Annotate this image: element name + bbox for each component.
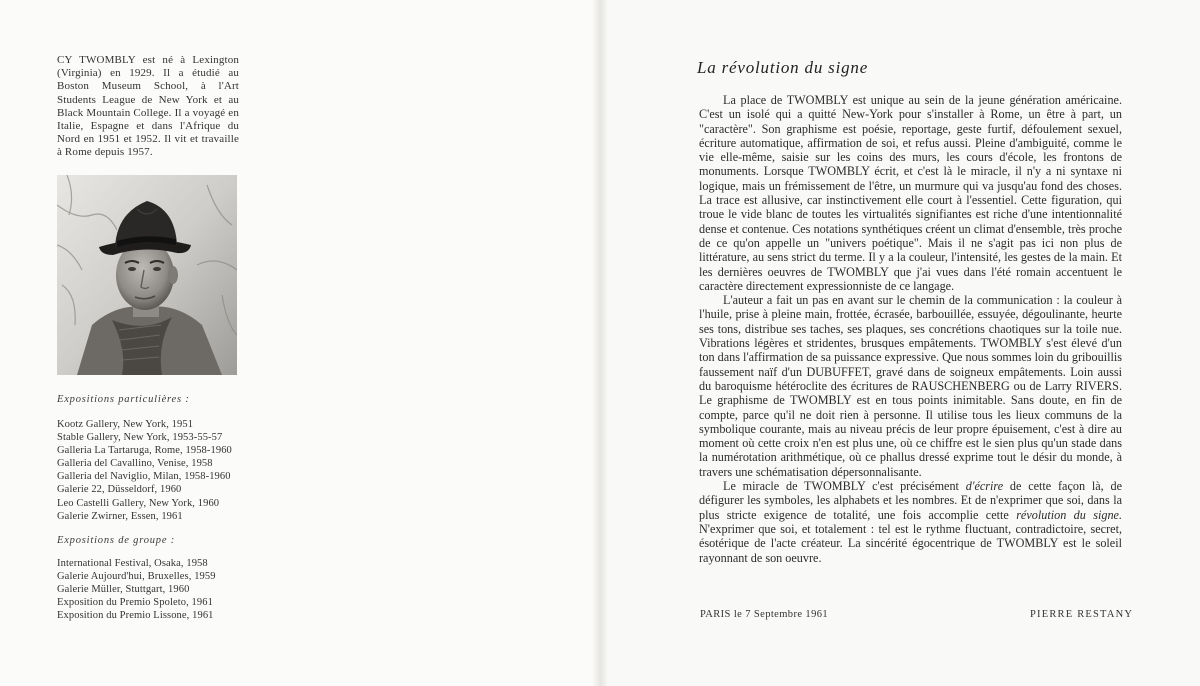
list-item: Exposition du Premio Spoleto, 1961 xyxy=(57,597,213,609)
group-exhibitions-heading: Expositions de groupe : xyxy=(57,535,176,546)
place-and-date: PARIS le 7 Septembre 1961 xyxy=(700,609,829,620)
list-item: Leo Castelli Gallery, New York, 1960 xyxy=(57,497,220,509)
list-item: Galleria del Naviglio, Milan, 1958-1960 xyxy=(57,471,231,483)
list-item: Galleria del Cavallino, Venise, 1958 xyxy=(57,458,213,470)
solo-exhibitions-heading: Expositions particulières : xyxy=(57,394,190,405)
essay-text: N'exprimer que soi, et totalement : tel est le rythme fluctuant, contradictoire, secret, ésotérique de l'acte créateur. La sincérité égocentrique de TWOMBLY est le soleil rayonnant de son oeuvre. xyxy=(699,521,1122,565)
essay-paragraph: L'auteur a fait un pas en avant sur le chemin de la communication : la couleur à l'huile, prise à pleine main, frottée, écrasée, barbouillée, essuyée, dégoulinante, heurte ses tons, distribue ses taches, ses plaques, ses concrétions chaotiques sur la toile nue. Vibrations légères et stridentes, brusques empâtements. TWOMBLY s'est élevé d'un ton dans l'affirmation de sa puissance expressive. Que nous sommes loin du gribouillis faussement naïf d'un DUBUFFET, gravé dans de soigneux empâtements. Loin aussi du baroquisme hétéroclite des écritures de RAUSCHENBERG ou de Larry RIVERS. Le graphisme de TWOMBLY est en tous points inimitable. Sans doute, en fin de compte, parce qu'il ne doit rien à personne. Il utilise tous les lieux communs de la symbolique courante, mais au niveau précis de leur propre épuisement, c'est à dire au moment où cette croix n'en est plus une, où ce chiffre est le sien plus qu'un stade dans la numérotation arithmétique, où ce phallus dressé exprime tout le désir du monde, à travers une schématisation dépersonnalisante. xyxy=(699,293,1122,479)
essay-paragraph xyxy=(699,479,1122,565)
essay-emphasis: révolution du signe. xyxy=(1016,507,1123,522)
essay-emphasis: d'écrire xyxy=(965,479,1004,494)
list-item: Galerie Müller, Stuttgart, 1960 xyxy=(57,584,190,596)
essay-title: La révolution du signe xyxy=(697,58,869,77)
list-item: Stable Gallery, New York, 1953-55-57 xyxy=(57,432,223,444)
essay-paragraph: La place de TWOMBLY est unique au sein de la jeune génération américaine. C'est un isolé qui a quitté New-York pour s'installer à Rome, un être à part, un "caractère". Son graphisme est poésie, reportage, geste furtif, défoulement sexuel, écriture automatique, affirmation de soi, et refus aussi. Pleine d'ambiguité, comme le vie elle-même, saisie sur les coins des murs, les cours d'école, les frontons de monuments. Lorsque TWOMBLY écrit, et c'est là le miracle, il n'y a ni syntaxe ni logique, mais un frémissement de l'être, un murmure qui va jusqu'au fond des choses. La trace est allusive, car instinctivement elle court à l'essentiel. Cette figuration, qui troue le vide blanc de toutes les virtualités signifiantes est riche d'une intentionnalité dense et contenue. Ces notations synthétiques créent un climat d'ensemble, très proche de ce qu'on appelle un "univers poétique". Mais il ne s'agit pas ici non plus de littérature, au sens strict du terme. Il y a la couleur, l'intensité, les gestes de la main. Et les dernières oeuvres de TWOMBLY que j'ai vues dans l'été romain accentuent le caractère directement expressionniste de ce langage. xyxy=(699,93,1122,293)
author-signature: PIERRE RESTANY xyxy=(1030,609,1134,620)
essay-body xyxy=(699,93,1122,565)
list-item: International Festival, Osaka, 1958 xyxy=(57,558,208,569)
list-item: Kootz Gallery, New York, 1951 xyxy=(57,419,194,430)
page-gutter xyxy=(592,0,608,686)
essay-text: Le miracle de TWOMBLY c'est précisément xyxy=(723,479,966,494)
list-item: Galleria La Tartaruga, Rome, 1958-1960 xyxy=(57,445,232,457)
essay-text: de cette façon là, de défigurer les symboles, les alphabets et les nombres. Et de n'exprimer que soi, dans la plus stricte exigence de totalité, une fois accomplie cette xyxy=(699,479,1122,522)
artist-portrait-photo xyxy=(57,175,237,375)
solo-exhibitions-list xyxy=(57,418,232,523)
list-item: Exposition du Premio Lissone, 1961 xyxy=(57,610,214,622)
group-exhibitions-list xyxy=(57,557,216,622)
artist-biography: CY TWOMBLY est né à Lexington (Virginia) en 1929. Il a étudié au Boston Museum School, à l'Art Students League de New York et au Black Mountain College. Il a voyagé en Italie, Espagne et dans l'Afrique du Nord en 1951 et 1952. Il vit et travaille à Rome depuis 1957. xyxy=(57,54,239,159)
list-item: Galerie 22, Düsseldorf, 1960 xyxy=(57,484,182,496)
list-item: Galerie Zwirner, Essen, 1961 xyxy=(57,510,183,522)
list-item: Galerie Aujourd'hui, Bruxelles, 1959 xyxy=(57,571,216,583)
